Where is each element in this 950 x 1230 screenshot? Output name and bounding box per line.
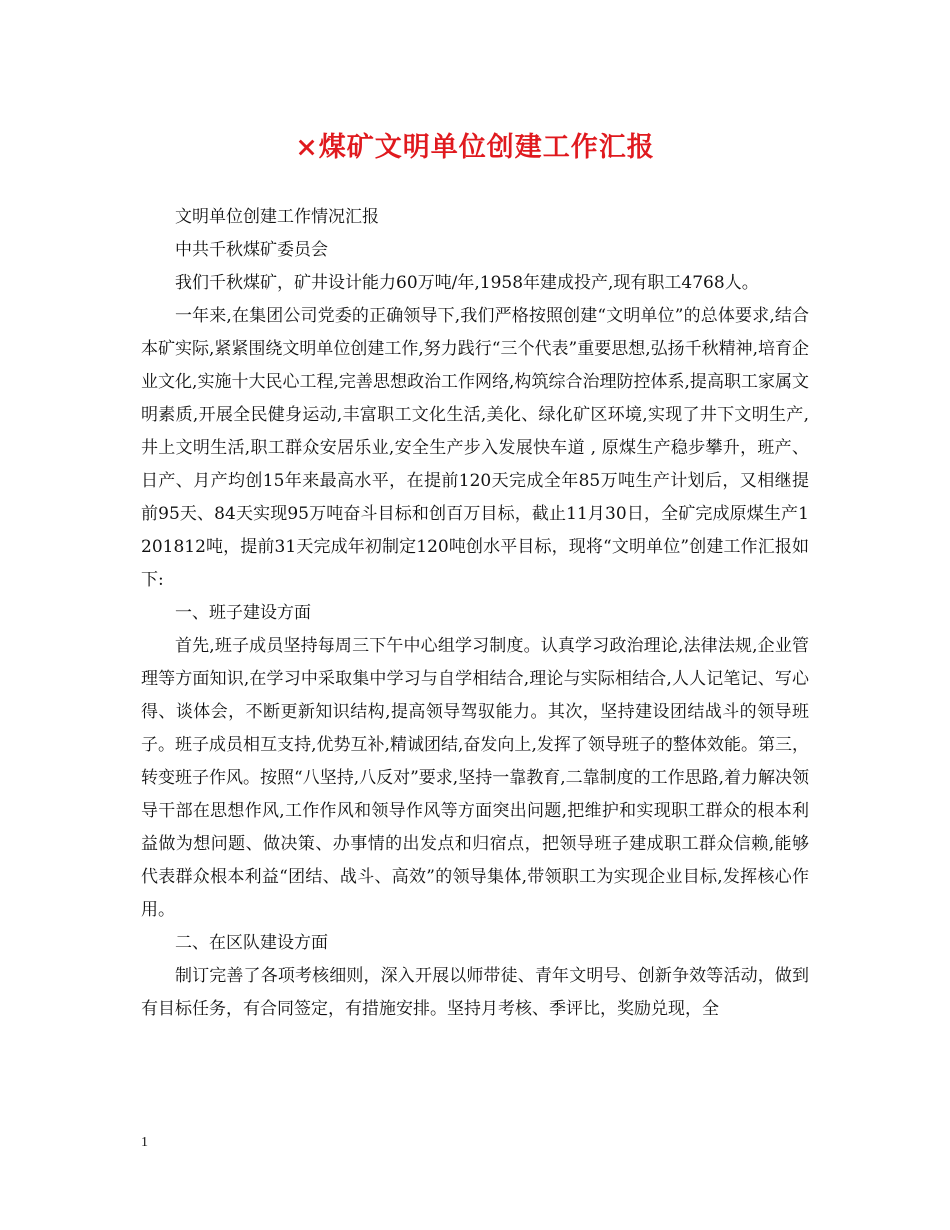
overview-paragraph: 一年来,在集团公司党委的正确领导下,我们严格按照创建“文明单位”的总体要求,结合本矿实际,紧紧围绕文明单位创建工作,努力践行“三个代表”重要思想,弘扬千秋精神,培育企业文化,实施十大民心工程,完善思想政治工作网络,构筑综合治理防控体系,提高职工家属文明素质,开展全民健身运动,丰富职工文化生活,美化、绿化矿区环境,实现了井下文明生产,井上文明生活,职工群众安居乐业,安全生产步入发展快车道 , 原煤生产稳步攀升，班产、日产、月产均创15年来最高水平，在提前120天完成全年85万吨生产计划后，又相继提前95天、84天实现95万吨奋斗目标和创百万目标，截止11月30日，全矿完成原煤生产1201812吨，提前31天完成年初制定120吨创水平目标，现将“文明单位”创建工作汇报如下: (141, 306, 809, 590)
intro-paragraph: 我们千秋煤矿，矿井设计能力60万吨/年,1958年建成投产,现有职工4768人。 (175, 273, 759, 293)
report-author: 中共千秋煤矿委员会 (175, 240, 328, 260)
teams-paragraph: 制订完善了各项考核细则，深入开展以师带徒、青年文明号、创新争效等活动，做到有目标任务，有合同签定，有措施安排。坚持月考核、季评比，奖励兑现，全 (141, 966, 809, 1019)
document-title: ×煤矿文明单位创建工作汇报 (295, 132, 655, 163)
section-heading-leadership: 一、班子建设方面 (175, 603, 311, 623)
report-subtitle: 文明单位创建工作情况汇报 (175, 207, 379, 227)
document-body (141, 201, 809, 1026)
leadership-paragraph: 首先,班子成员坚持每周三下午中心组学习制度。认真学习政治理论,法律法规,企业管理等方面知识,在学习中采取集中学习与自学相结合,理论与实际相结合,人人记笔记、写心得、谈体会，不断更新知识结构,提高领导驾驭能力。其次，坚持建设团结战斗的领导班子。班子成员相互支持,优势互补,精诚团结,奋发向上,发挥了领导班子的整体效能。第三，转变班子作风。按照“八坚持,八反对”要求,坚持一靠教育,二靠制度的工作思路,着力解决领导干部在思想作风,工作作风和领导作风等方面突出问题,把维护和实现职工群众的根本利益做为想问题、做决策、办事情的出发点和归宿点，把领导班子建成职工群众信赖,能够代表群众根本利益“团结、战斗、高效”的领导集体,带领职工为实现企业目标,发挥核心作用。 (141, 636, 809, 920)
page-number: 1 (141, 1135, 148, 1150)
section-heading-teams: 二、在区队建设方面 (175, 933, 328, 953)
